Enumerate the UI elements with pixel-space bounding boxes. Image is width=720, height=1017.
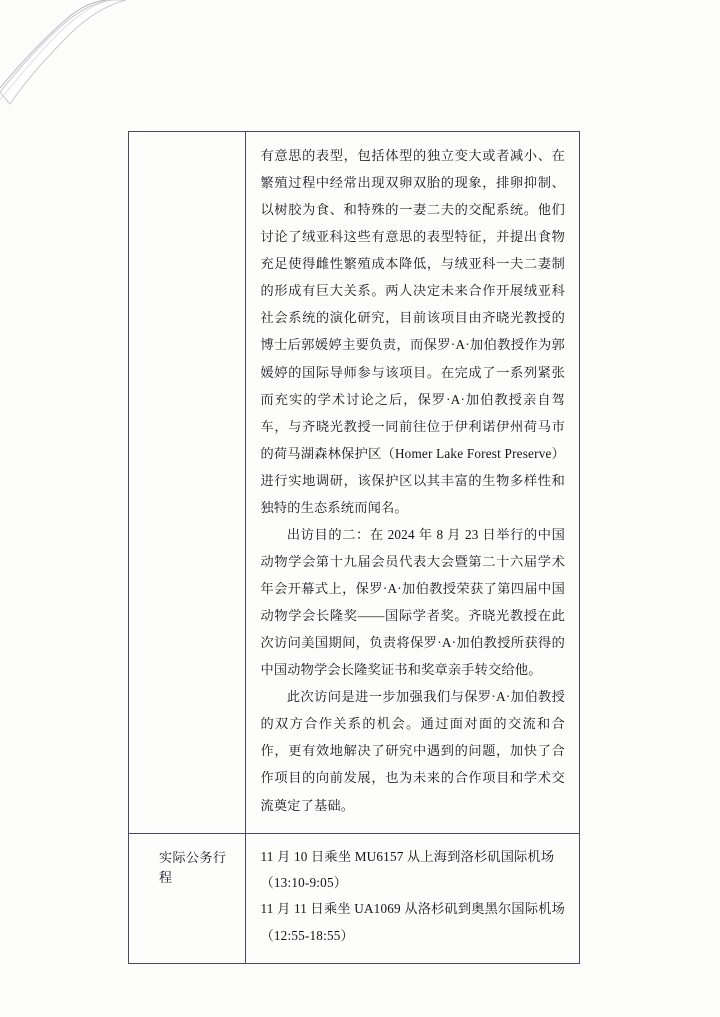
trip-line-2: （13:10-9:05） <box>260 874 348 890</box>
page-corner-fold-icon <box>0 0 140 120</box>
trip-content <box>246 834 579 964</box>
trip-line-4: （12:55-18:55） <box>260 927 354 943</box>
trip-line-1: 11 月 10 日乘坐 MU6157 从上海到洛杉矶国际机场 <box>260 848 555 864</box>
trip-label-cell <box>129 833 246 964</box>
paragraph-2: 出访目的二：在 2024 年 8 月 23 日举行的中国动物学会第十九届会员代表大会暨第二十六届学术年会开幕式上，保罗·A·加伯教授荣获了第四届中国动物学会长隆奖——国际学者奖。齐晓光教授在此次访问美国期间，负责将保罗·A·加伯教授所获得的中国动物学会长隆奖证书和奖章亲手转交给他。 <box>260 526 565 678</box>
trip-label-text: 实际公务行程 <box>159 849 227 886</box>
body-content <box>246 132 579 833</box>
paragraph-3: 此次访问是进一步加强我们与保罗·A·加伯教授的双方合作关系的机会。通过面对面的交流和合作，更有效地解决了研究中遇到的问题，加快了合作项目的向前发展，也为未来的合作项目和学术交流奠定了基础。 <box>260 689 565 813</box>
trip-body-cell <box>246 833 580 964</box>
row-label-text <box>129 132 245 156</box>
table-row <box>129 833 580 964</box>
trip-line-3: 11 月 11 日乘坐 UA1069 从洛杉矶到奥黑尔国际机场 <box>260 901 565 917</box>
row-label-cell <box>129 132 246 834</box>
row-body-cell <box>246 132 580 834</box>
table-row <box>129 132 580 834</box>
document-table <box>128 131 580 964</box>
paragraph-1: 有意思的表型，包括体型的独立变大或者减小、在繁殖过程中经常出现双卵双胎的现象，排卵抑制、以树胶为食、和特殊的一妻二夫的交配系统。他们讨论了绒亚科这些有意思的表型特征，并提出食物充足使得雌性繁殖成本降低，与绒亚科一夫二妻制的形成有巨大关系。两人决定未来合作开展绒亚科社会系统的演化研究，目前该项目由齐晓光教授的博士后郭媛婷主要负责，而保罗·A·加伯教授作为郭媛婷的国际导师参与该项目。在完成了一系列紧张而充实的学术讨论之后，保罗·A·加伯教授亲自驾车，与齐晓光教授一同前往位于伊利诺伊州荷马市的荷马湖森林保护区（Homer Lake Forest Preserve）进行实地调研，该保护区以其丰富的生物多样性和独特的生态系统而闻名。 <box>260 148 565 515</box>
